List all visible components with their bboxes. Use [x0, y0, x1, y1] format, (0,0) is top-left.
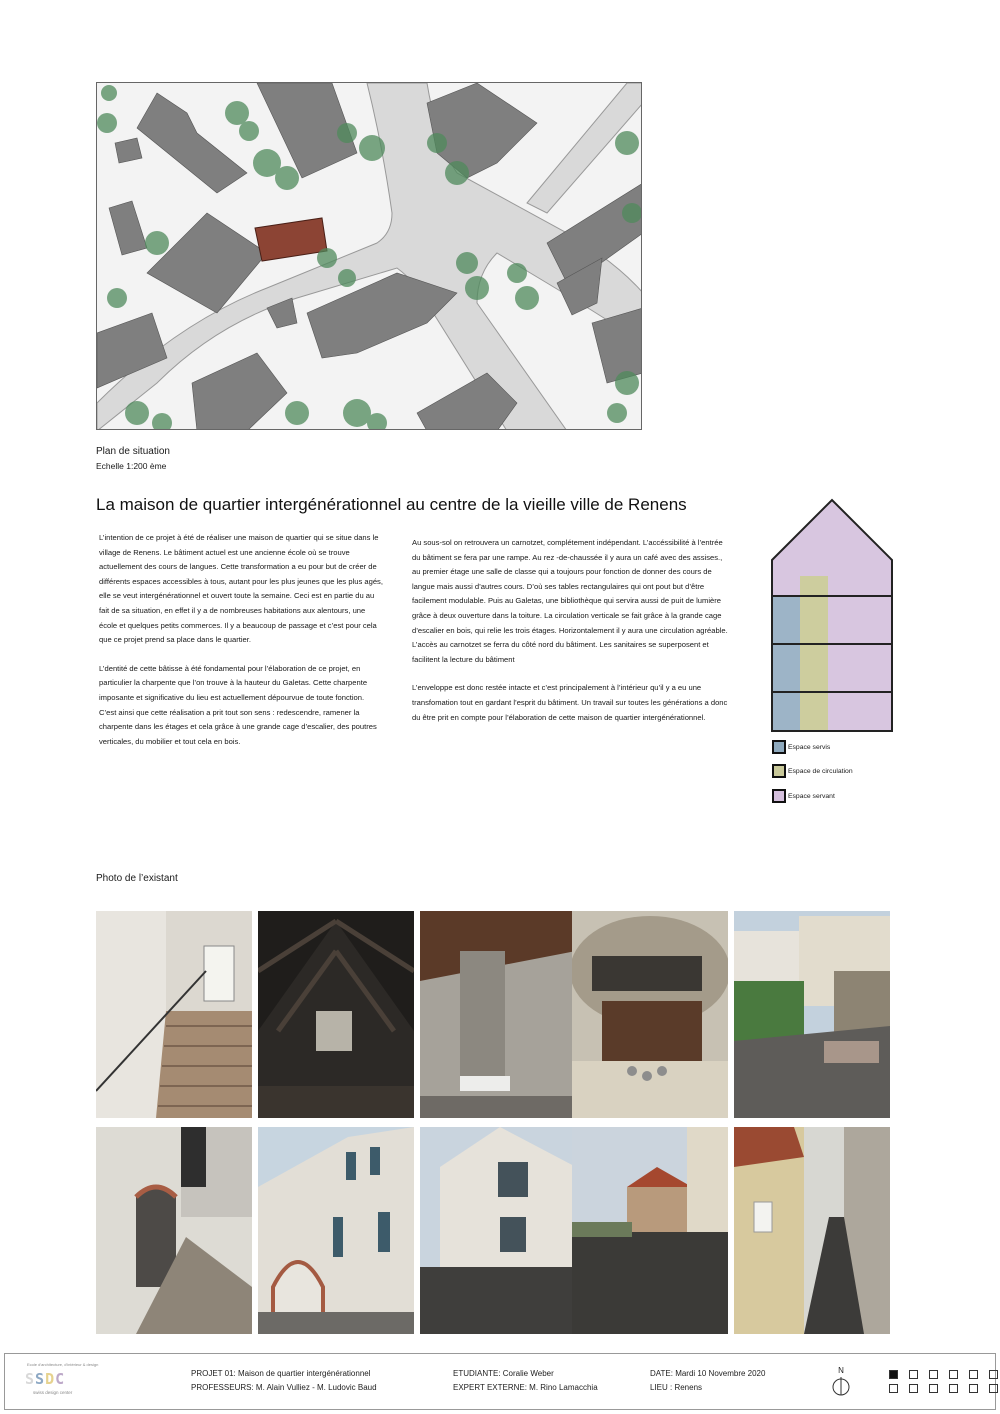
school-subtitle: swiss design center [33, 1390, 73, 1395]
legend-label: Espace servis [788, 743, 831, 751]
title-block [4, 1353, 996, 1410]
project-label: PROJET 01: Maison de quartier intergénérationnel [191, 1369, 371, 1378]
cellar-photo [572, 911, 728, 1118]
page-index-square [909, 1370, 918, 1379]
legend-swatch [772, 789, 786, 803]
legend-item-servis [772, 740, 830, 754]
legend-item-circulation [772, 764, 853, 778]
text-column-right [412, 536, 730, 739]
site-plan-scale: Echelle 1:200 ème [96, 461, 167, 471]
site-plan-drawing [97, 83, 642, 430]
site-plan-caption: Plan de situation [96, 446, 170, 457]
page-index-square [889, 1370, 898, 1379]
alley-photo [734, 1127, 890, 1334]
page-index-square [929, 1370, 938, 1379]
student-label: ETUDIANTE: Coralie Weber [453, 1369, 554, 1378]
page-index-square [949, 1384, 958, 1393]
school-tagline: Ecole d'architecture, d'intérieur & design [27, 1362, 99, 1367]
north-label: N [838, 1366, 844, 1375]
staircase-photo [96, 911, 252, 1118]
school-logo: SSDC [25, 1370, 66, 1388]
north-arrow-icon [831, 1366, 851, 1400]
page-index-square [989, 1370, 998, 1379]
page-index-square [989, 1384, 998, 1393]
legend-swatch [772, 764, 786, 778]
page-index-square [889, 1384, 898, 1393]
page-title: La maison de quartier intergénérationnel au centre de la vieille ville de Renens [96, 495, 687, 514]
paragraph: Au sous-sol on retrouvera un carnotzet, complétement indépendant. L’accéssibilité à l’entrée du bâtiment se fera par une rampe. Au rez -de-chaussée il y aura un café avec des assises., au premier étage une salle de classe qui a toujours pour fonction de donner des cours de langue mais aussi d’autres cours. D’où ses tables rectangulaires qui ont pout but d’être facilement modulable. Puis au Galetas, une bibliothèque qui servira aussi de puit de lumière grâce à deux ouverture dans la toiture. La circulation verticale se fait grâce à la grande cage d’escalier en bois, qui relie les trois étages. Horizontalement il y aura une circulation agréable. L’accès au carnotzet se ferra du côté nord du bâtiment. Les sanitaires se superposent et facilitent la lecture du bâtiment [412, 538, 728, 664]
place-label: LIEU : Renens [650, 1383, 703, 1392]
page-index-square [969, 1370, 978, 1379]
professors-label: PROFESSEURS: M. Alain Vulliez - M. Ludovic Baud [191, 1383, 377, 1392]
street-photo [572, 1127, 728, 1334]
site-plan-map [96, 82, 642, 430]
paragraph: L’dentité de cette bâtisse à été fondamental pour l’élaboration de ce projet, en particulier la charpente que l’on trouve à la hauteur du Galetas. Cette charpente imposante et significative du lieu est actuellement dépourvue de toute fonction. C’est ainsi que cette réalisation a prit tout son sens : redescendre, ramener la charpente dans les étages et cela grâce à une grande cage d’escalier, des poutres verticales, du mobilier et tout cela en bois. [99, 663, 377, 746]
legend-label: Espace de circulation [788, 767, 853, 775]
legend-item-servant [772, 789, 835, 803]
gable-photo [420, 1127, 576, 1334]
page-index-square [949, 1370, 958, 1379]
text-column-left [99, 531, 383, 763]
legend-label: Espace servant [788, 792, 835, 800]
date-label: DATE: Mardi 10 Novembre 2020 [650, 1369, 766, 1378]
expert-label: EXPERT EXTERNE: M. Rino Lamacchia [453, 1383, 598, 1392]
wall-detail-photo [96, 1127, 252, 1334]
page-index-square [969, 1384, 978, 1393]
paragraph: L’intention de ce projet à été de réaliser une maison de quartier qui se situe dans le village de Renens. Le bâtiment actuel est une ancienne école où se trouve actuellement des cours de langues. Cette transformation a eu pour but de créer de différents espaces accessibles à tous, autant pour les plus jeunes que les plus agés, elle se veut intergénérationnel et ouvert toute la semaine. Ceci est en partie du au fait de sa situation, en effet il y a de nombreuses habitations aux alentours, une école et quelques petits commerces. Il y a beaucoup de passage et c’est pour cela que ce projet prend sa place dans le quartier. [99, 533, 383, 645]
page-index-square [909, 1384, 918, 1393]
courtyard-photo [734, 911, 890, 1118]
paragraph: L’enveloppe est donc restée intacte et c’est principalement à l’intérieur qu’il y a eu une transfomation tout en gardant l’esprit du bâtiment. Un travail sur toutes les générations a donc du être prit en compte pour l’élaboration de cette maison de quartier intergénérationnel. [412, 683, 728, 722]
house-section-diagram [770, 498, 894, 733]
legend-swatch [772, 740, 786, 754]
page-index-square [929, 1384, 938, 1393]
column-photo [420, 911, 576, 1118]
facade-photo [258, 1127, 414, 1334]
photos-heading: Photo de l’existant [96, 873, 178, 884]
attic-photo [258, 911, 414, 1118]
